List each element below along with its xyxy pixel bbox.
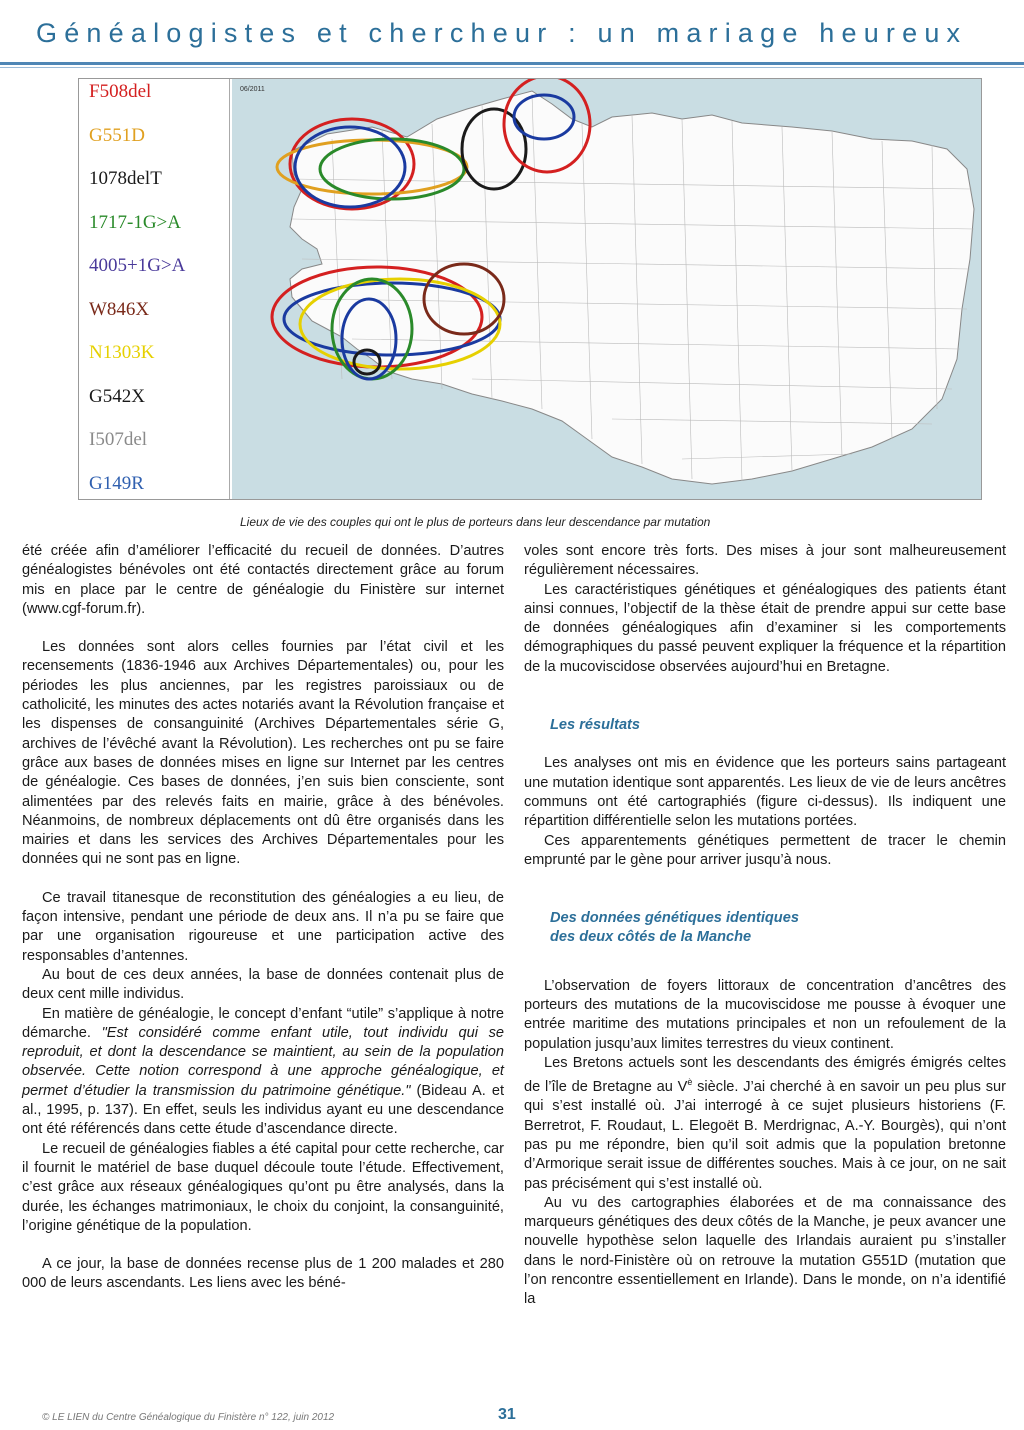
paragraph: été créée afin d’améliorer l’efficacité du recueil de données. D’autres généalogistes bénévoles ont été contactés directement grâce au forum mis en place par le centre de généalogie du Finistère sur internet (www.cgf-forum.fr). — [22, 543, 504, 617]
right-column — [524, 542, 1006, 1310]
legend-item: G551D — [89, 124, 145, 146]
mutation-map-figure — [78, 78, 982, 500]
paragraph: Le recueil de généalogies fiables a été capital pour cette recherche, car il fournit le matériel de base duquel découle toute l’étude. Effectivement, c’est grâce aux réseaux généalogiques qu’ont pu être analysés, dans la durée, les échanges matrimoniaux, le choix du conjoint, la consanguinité, l’origine génétique de la population. — [22, 1140, 504, 1234]
header-rule-thin — [0, 67, 1024, 68]
paragraph: Au vu des cartographies élaborées et de ma connaissance des marqueurs génétiques des deux côtés de la Manche, je peux avancer une nouvelle hypothèse selon laquelle des Irlandais auraient pu s’installer dans le nord-Finistère où on retrouve la mutation G551D (mutation que l’on rencontre essentiellement en Irlande). Dans le monde, on n’a identifié la — [524, 1194, 1006, 1308]
page-header-title: Généalogistes et chercheur : un mariage heureux — [36, 18, 968, 48]
paragraph: Ces apparentements génétiques permettent de tracer le chemin emprunté par le gène pour arriver jusqu’à nous. — [524, 832, 1006, 868]
map-stamp: 06/2011 — [240, 86, 265, 93]
legend-item: F508del — [89, 81, 152, 102]
legend-item: G542X — [89, 385, 145, 407]
paragraph — [22, 1005, 504, 1140]
footer-credit: © LE LIEN du Centre Généalogique du Finistère n° 122, juin 2012 — [42, 1412, 335, 1423]
left-column — [22, 542, 504, 1294]
quote: "Est considéré comme enfant utile, tout individu qui se reproduit, et dont la descendance se maintient, au sein de la population observée. Cette notion correspond à une approche généalogique, et permet d’étudier la transmission du patrimoine génétique." — [22, 1024, 504, 1099]
legend-item: 4005+1G>A — [89, 255, 186, 276]
header-rule — [0, 62, 1024, 65]
text-run: (Bideau A. et al., 1995, p. 137). En effet, seuls les individus ayant eu une descendance ont été référencés dans cette étude d’ascendance directe. — [22, 1082, 505, 1138]
paragraph: A ce jour, la base de données recense plus de 1 200 malades et 280 000 de leurs ascendants. Les liens avec les béné- — [22, 1256, 504, 1292]
figure-caption: Lieux de vie des couples qui ont le plus de porteurs dans leur descendance par mutation — [240, 515, 711, 529]
paragraph: Ce travail titanesque de reconstitution des généalogies a eu lieu, de façon intensive, pendant une période de deux ans. Il n’a pu se faire que par une organisation rigoureuse et une participation active des responsables d’antennes. — [22, 889, 504, 964]
paragraph — [524, 1054, 1006, 1194]
paragraph: Les analyses ont mis en évidence que les porteurs sains partageant une mutation identique sont apparentés. Les lieux de vie de leurs ancêtres communs ont été cartographiés (figure ci-dessus). Ils indiquent une répartition différentielle selon les mutations portées. — [524, 755, 1006, 830]
mutation-legend — [79, 79, 230, 499]
text-run: Les Bretons actuels sont les descendants des émigrés émigrés celtes de l’île de Bretagne au V — [524, 1054, 1006, 1096]
paragraph: Les caractéristiques génétiques et généalogiques des patients étant ainsi connues, l’objectif de la thèse était de prendre appui sur cette base de données généalogiques afin d’examiner si les comportements démographiques du passé peuvent expliquer la fréquence et la répartition de la mucoviscidose observées aujourd’hui en Bretagne. — [524, 581, 1006, 675]
legend-item: 1078delT — [89, 168, 162, 189]
legend-item: 1717-1G>A — [89, 211, 181, 233]
page-number: 31 — [498, 1406, 516, 1423]
text-run: En matière de généalogie, le concept d’enfant “utile” s’applique à notre démarche. — [22, 1005, 504, 1041]
section-heading: Des données génétiques identiques — [550, 910, 799, 927]
paragraph: Les données sont alors celles fournies par l’état civil et les recensements (1836-1946 aux Archives Départementales) ou, pour les périodes les plus anciennes, par les registres paroissiaux ou de catholicité, les minutes des actes notariés avant la Révolution française et les dispenses de consanguinité (Archives Départementales série G, archives de l’évêché avant la Révolution). Les recherches ont pu se faire grâce aux bases de données mises en ligne sur Internet par les centres de généalogie. Ces bases de données, j’en suis bien consciente, sont alimentées par des relevés faits en mairie, grâce à des bénévoles. Néanmoins, de nombreux déplacements ont dû être organisés dans les mairies et dans les services des Archives Départementales pour les données qui ne sont pas en ligne. — [22, 639, 504, 868]
paragraph: L’observation de foyers littoraux de concentration d’ancêtres des porteurs des mutations de la mucoviscidose me pousse à évoquer une entrée maritime des mutations principales et non un refoulement de la population jusqu’aux limites terrestres du vieux continent. — [524, 977, 1006, 1052]
paragraph: Au bout de ces deux années, la base de données contenait plus de deux cent mille individus. — [22, 966, 504, 1003]
brittany-map — [232, 79, 981, 499]
superscript: è — [687, 1077, 693, 1088]
legend-item: N1303K — [89, 342, 155, 363]
text-run: siècle. J’ai cherché à en savoir un peu plus sur qui s’est installé où. J’ai interrogé à ce sujet plusieurs historiens (F. Berretrot, F. Roudaut, L. Elegoët B. Merdrignac, A.-Y. Bourgès), qui n’ont pas pu me répondre, bien qu’il soit admis que la population bretonne d’Armorique serait issue de différentes souches. Mais à ce jour, on ne sait pas précisément qui s’est installé où. — [524, 1079, 1006, 1192]
section-heading: des deux côtés de la Manche — [550, 929, 752, 946]
legend-item: G149R — [89, 472, 144, 494]
section-heading: Les résultats — [550, 717, 641, 734]
paragraph: voles sont encore très forts. Des mises à jour sont malheureusement régulièrement nécessaires. — [524, 543, 1006, 579]
legend-item: W846X — [89, 298, 150, 320]
legend-item: I507del — [89, 429, 148, 450]
